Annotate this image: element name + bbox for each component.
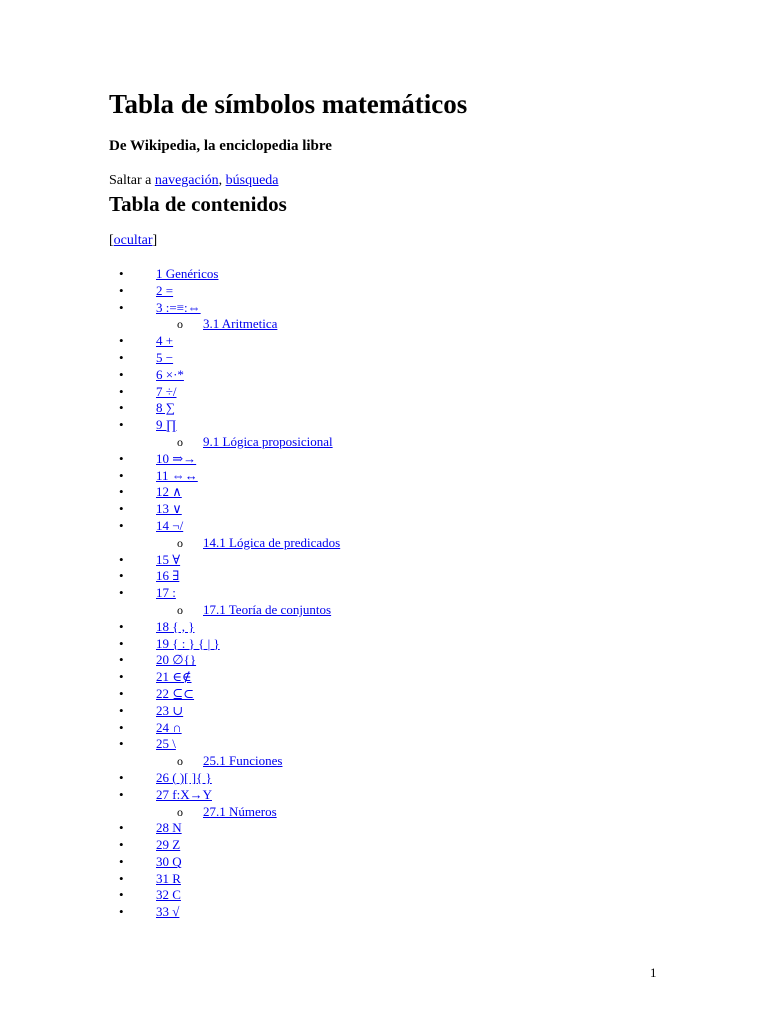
toc-link[interactable]: 23 ∪ <box>156 702 184 718</box>
toc-link[interactable]: 14 ¬/ <box>156 517 184 533</box>
toc-link[interactable]: 1 Genéricos <box>156 266 219 281</box>
bullet-icon: • <box>119 517 124 533</box>
sub-bullet-icon: o <box>177 434 183 449</box>
toc-link[interactable]: 2 = <box>156 282 174 298</box>
jump-prefix: Saltar a <box>109 173 155 188</box>
bullet-icon: • <box>119 669 124 685</box>
toc-link[interactable]: 33 √ <box>156 904 180 920</box>
toc-link[interactable]: 21 ∈∉ <box>156 669 192 685</box>
bullet-icon: • <box>119 837 124 853</box>
navigation-link[interactable]: navegación <box>154 173 219 188</box>
search-link[interactable]: búsqueda <box>225 173 279 188</box>
toc-link[interactable]: 24 ∩ <box>156 719 182 735</box>
toc-link[interactable]: 8 ∑ <box>156 400 176 416</box>
bullet-icon: • <box>119 786 124 802</box>
jump-separator: , <box>218 173 226 188</box>
toc-link[interactable]: 25 \ <box>156 736 176 752</box>
toc-link[interactable]: 20 ∅{} <box>156 652 197 668</box>
bullet-icon: • <box>119 853 124 869</box>
toc-link[interactable]: 28 N <box>156 820 182 836</box>
page-title: Tabla de símbolos matemáticos <box>109 89 468 119</box>
toc-sublink[interactable]: 3.1 Aritmetica <box>203 316 278 332</box>
bullet-icon: • <box>119 333 124 349</box>
toc-link[interactable]: 4 + <box>156 333 174 349</box>
toc-link[interactable]: 3 :=≡:⇔ <box>156 299 201 315</box>
bullet-icon: • <box>119 736 124 752</box>
toc-sublink[interactable]: 14.1 Lógica de predicados <box>203 534 341 550</box>
toc-link[interactable]: 5 − <box>156 349 174 365</box>
bullet-icon: • <box>119 702 124 718</box>
toc-link[interactable]: 9 ∏ <box>156 417 177 433</box>
sub-bullet-icon: o <box>177 804 183 819</box>
bullet-icon: • <box>119 870 124 886</box>
toc-link[interactable]: 17 : <box>156 585 176 601</box>
bullet-icon: • <box>119 618 124 634</box>
bullet-icon: • <box>119 349 124 365</box>
toc-link[interactable]: 32 C <box>156 887 181 903</box>
toc-link[interactable]: 31 R <box>156 870 181 886</box>
sub-bullet-icon: o <box>177 317 183 332</box>
toc-link[interactable]: 13 ∨ <box>156 501 182 517</box>
bullet-icon: • <box>119 467 124 483</box>
toc-sublink[interactable]: 25.1 Funciones <box>203 753 283 769</box>
toc-link[interactable]: 27 f:X→Y <box>156 786 212 802</box>
bullet-icon: • <box>119 820 124 836</box>
toc-toggle-close-bracket: ] <box>152 233 158 248</box>
jump-links-line <box>109 172 279 190</box>
sub-bullet-icon: o <box>177 754 183 769</box>
toc-link[interactable]: 6 ×·* <box>156 366 184 382</box>
bullet-icon: • <box>119 383 124 399</box>
page-subtitle: De Wikipedia, la enciclopedia libre <box>109 138 332 154</box>
hide-toc-link[interactable]: ocultar <box>113 233 153 248</box>
bullet-icon: • <box>119 904 124 920</box>
bullet-icon: • <box>119 685 124 701</box>
toc-link[interactable]: 29 Z <box>156 837 181 853</box>
bullet-icon: • <box>119 266 124 281</box>
bullet-icon: • <box>119 501 124 517</box>
toc-link[interactable]: 15 ∀ <box>156 551 181 567</box>
bullet-icon: • <box>119 299 124 315</box>
bullet-icon: • <box>119 551 124 567</box>
toc-link[interactable]: 26 ( )[ ]{ } <box>156 769 212 785</box>
bullet-icon: • <box>119 585 124 601</box>
bullet-icon: • <box>119 366 124 382</box>
toc-link[interactable]: 11 ⇔↔ <box>156 467 198 483</box>
toc-toggle <box>109 232 157 250</box>
toc-link[interactable]: 19 { : } { | } <box>156 635 220 651</box>
bullet-icon: • <box>119 635 124 651</box>
bullet-icon: • <box>119 887 124 903</box>
toc-link[interactable]: 16 ∃ <box>156 568 180 584</box>
page-number: 1 <box>650 965 657 980</box>
bullet-icon: • <box>119 719 124 735</box>
bullet-icon: • <box>119 417 124 433</box>
bullet-icon: • <box>119 484 124 500</box>
toc-sublink[interactable]: 17.1 Teoría de conjuntos <box>203 601 332 617</box>
toc-link[interactable]: 18 { , } <box>156 618 195 634</box>
bullet-icon: • <box>119 282 124 298</box>
toc-toggle-open-bracket: [ <box>109 233 114 248</box>
bullet-icon: • <box>119 400 124 416</box>
toc-link[interactable]: 30 Q <box>156 853 182 869</box>
bullet-icon: • <box>119 450 124 466</box>
bullet-icon: • <box>119 652 124 668</box>
toc-link[interactable]: 10 ⇒→ <box>156 450 197 466</box>
toc-link[interactable]: 22 ⊆⊂ <box>156 685 195 701</box>
toc-heading: Tabla de contenidos <box>109 192 287 216</box>
sub-bullet-icon: o <box>177 535 183 550</box>
toc-sublink[interactable]: 9.1 Lógica proposicional <box>203 433 333 449</box>
toc-sublink[interactable]: 27.1 Números <box>203 803 277 819</box>
bullet-icon: • <box>119 568 124 584</box>
toc-link[interactable]: 7 ÷/ <box>156 383 177 399</box>
sub-bullet-icon: o <box>177 602 183 617</box>
bullet-icon: • <box>119 769 124 785</box>
toc-link[interactable]: 12 ∧ <box>156 484 182 500</box>
